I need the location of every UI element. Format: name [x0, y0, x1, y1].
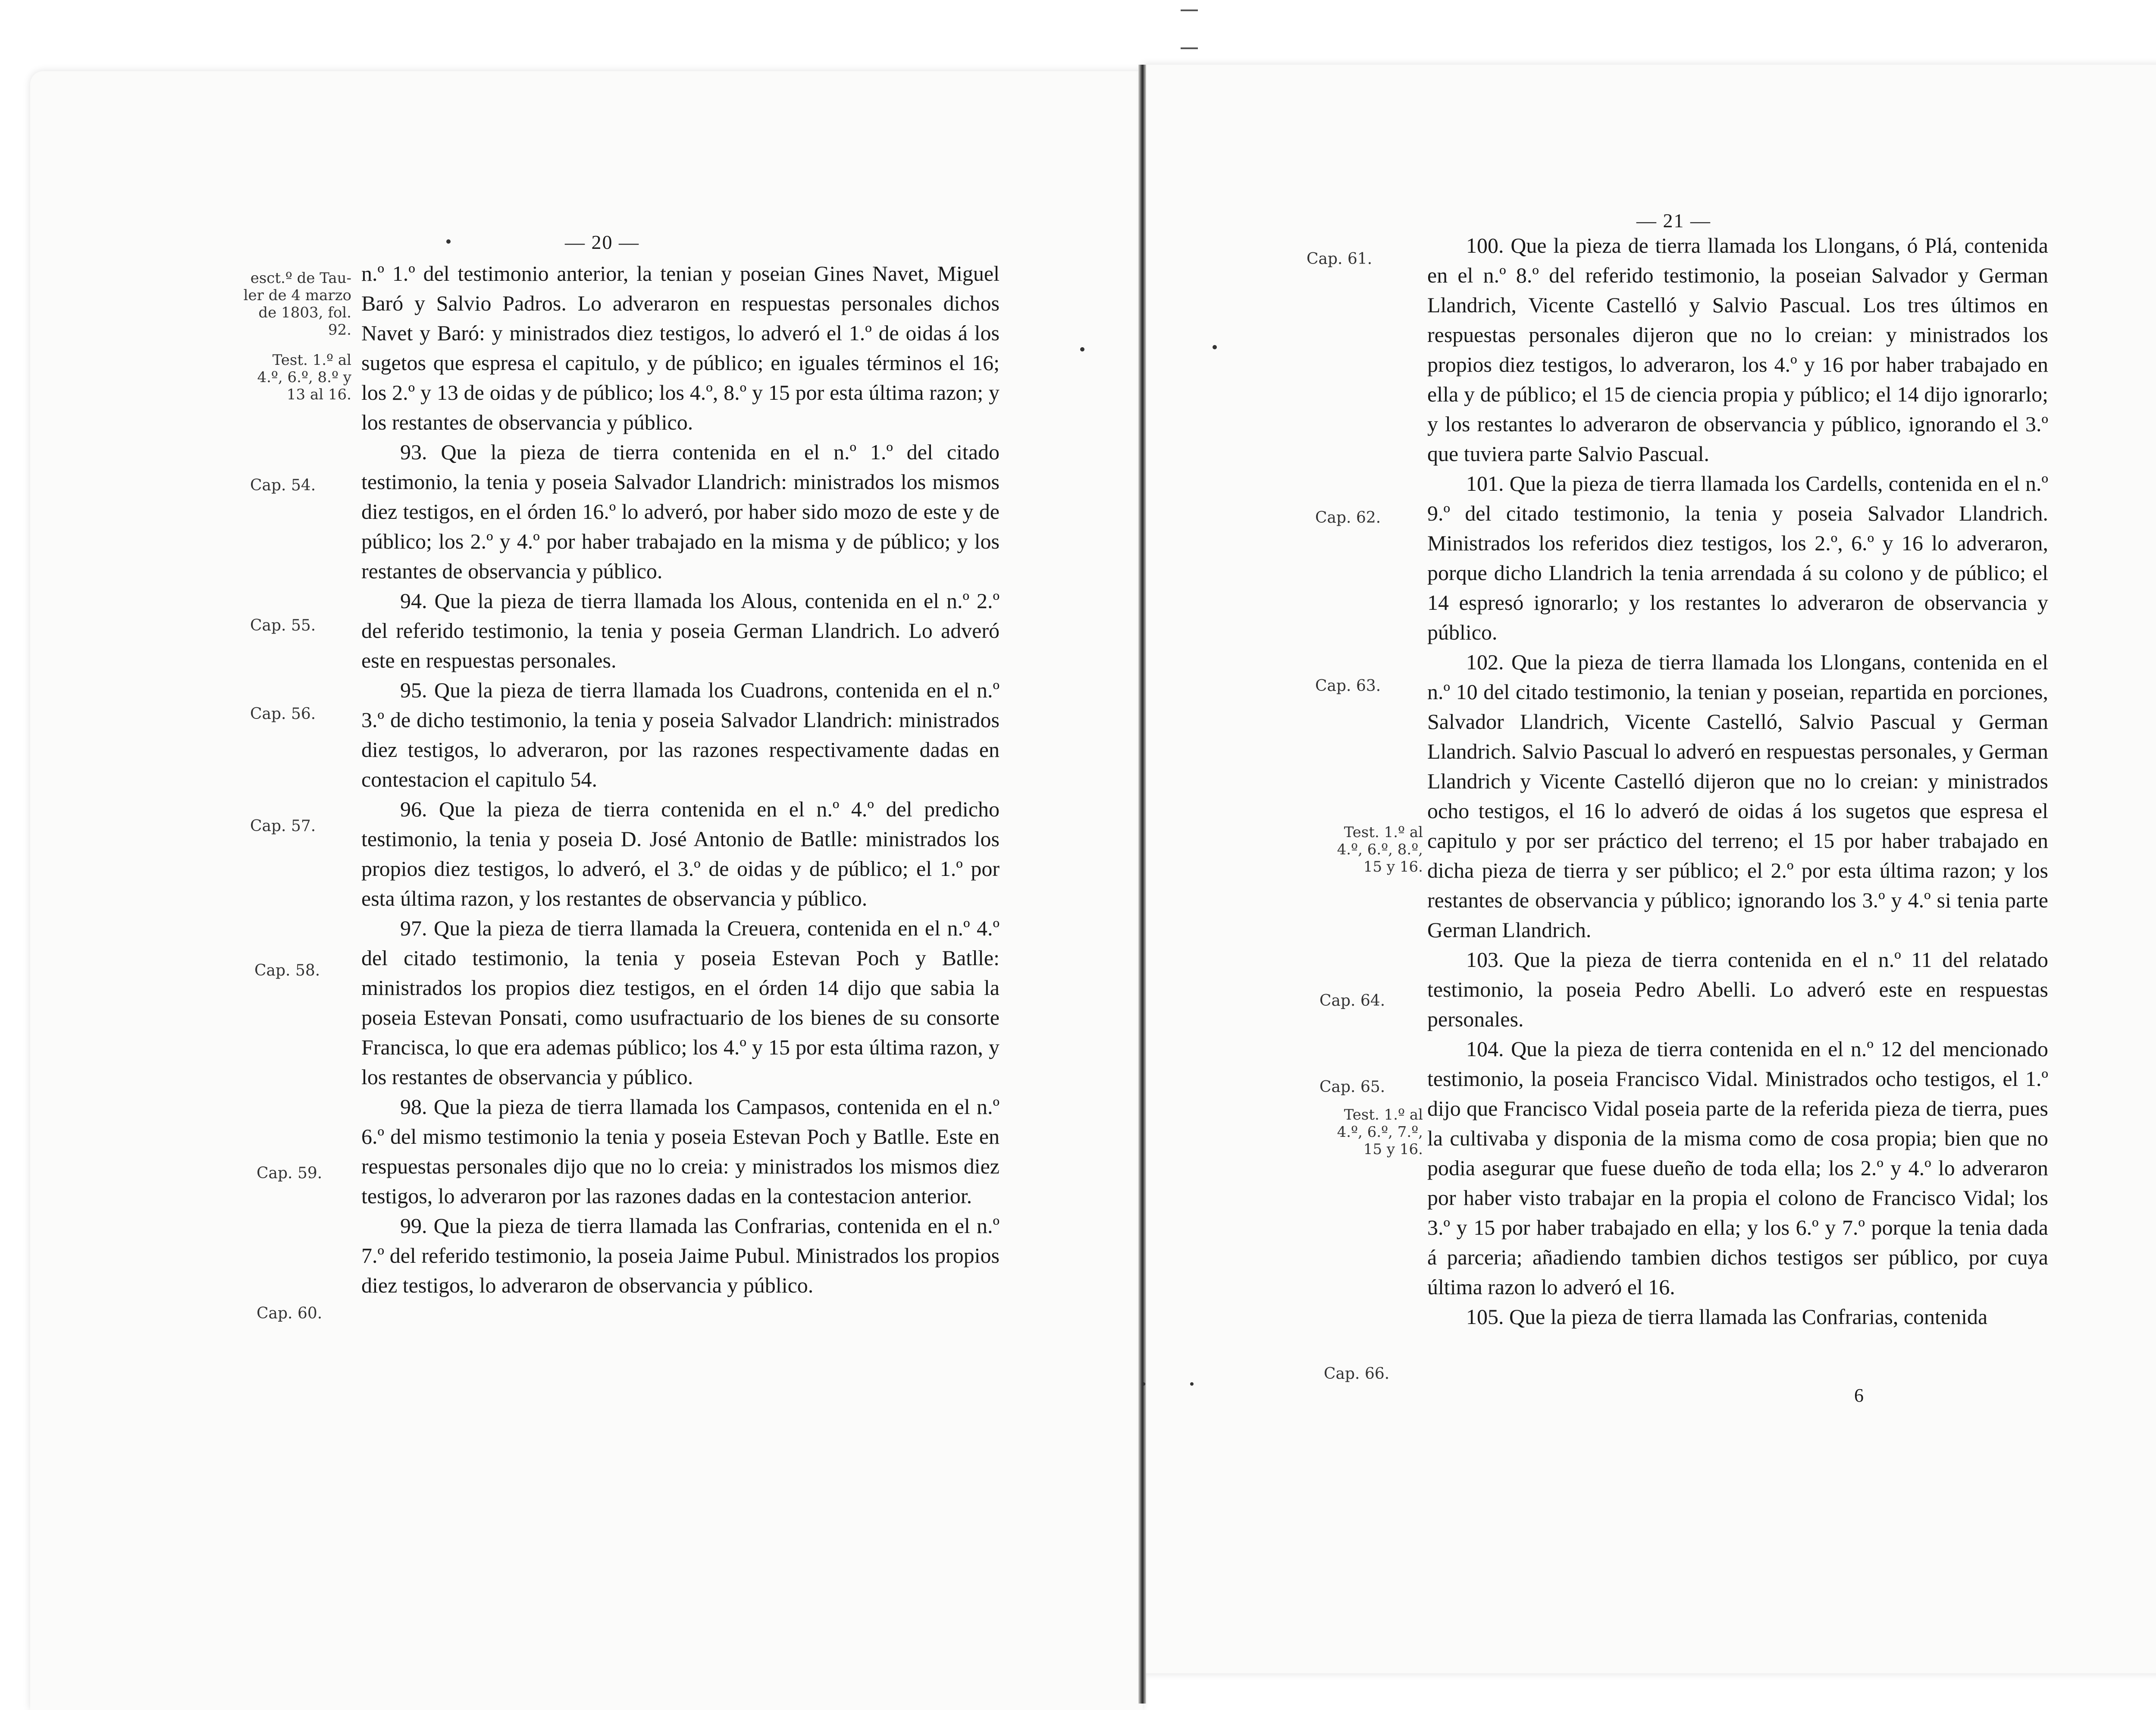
- chapter-label: Cap. 57.: [250, 817, 316, 835]
- chapter-label: Cap. 58.: [254, 962, 320, 979]
- paragraph: 96. Que la pieza de tierra contenida en el n.º 4.º del predicho testimonio, la tenia y poseia D. José Antonio de Batlle: ministrados los propios diez testigos, lo adveró, el 3.º de oidas y de público; el 1.º por esta última razon, y los restantes de observancia y público.: [361, 797, 1000, 910]
- paragraph: 95. Que la pieza de tierra llamada los Cuadrons, contenida en el n.º 3.º de dicho testimonio, la tenia y poseia Salvador Llandrich: ministrados diez testigos, lo adveraron, por las razones respectivamente dadas en contestacion el capitulo 54.: [361, 678, 1000, 791]
- top-mark: [1181, 9, 1198, 11]
- paragraph: 99. Que la pieza de tierra llamada las Confrarias, contenida en el n.º 7.º del referido testimonio, la poseia Jaime Pubul. Ministrados los propios diez testigos, lo adveraron de observancia y público.: [361, 1214, 1000, 1297]
- paragraph: 97. Que la pieza de tierra llamada la Creuera, contenida en el n.º 4.º del citado testimonio, la tenia y poseia Estevan Poch y Batlle: ministrados los propios diez testigos, en el órden 14 dijo que sabia la poseia Estevan Ponsati, como usufractuario de los bienes de su consorte Francisca, lo que era ademas público; los 4.º y 15 por esta última razon, y los restantes de observancia y público.: [361, 916, 1000, 1089]
- top-mark: [1181, 47, 1198, 49]
- paragraph: 105. Que la pieza de tierra llamada las Confrarias, contenida: [1466, 1305, 1988, 1329]
- margin-note: esct.º de Tau- ler de 4 marzo de 1803, fol. 92.: [243, 270, 351, 339]
- margin-note: Test. 1.º al 4.º, 6.º, 7.º, 15 y 16.: [1337, 1106, 1423, 1158]
- chapter-label: Cap. 62.: [1315, 509, 1381, 527]
- signature-mark: 6: [1854, 1385, 1864, 1406]
- paragraph: 98. Que la pieza de tierra llamada los Campasos, contenida en el n.º 6.º del mismo testimonio la tenia y poseia Estevan Poch y Batlle. Este en respuestas personales dijo que no lo creia: y ministrados los mismos diez testigos, lo adveraron por las razones dadas en la contestacion anterior.: [361, 1095, 1000, 1208]
- right-text-column: [1427, 231, 2048, 1332]
- chapter-label: Cap. 55.: [250, 617, 316, 634]
- book-gutter: [1138, 65, 1146, 1704]
- paragraph: 101. Que la pieza de tierra llamada los Cardells, contenida en el n.º 9.º del citado testimonio, la tenia y poseia Salvador Llandrich. Ministrados los referidos diez testigos, los 2.º, 6.º y 16 lo adveraron, porque dicho Llandrich la tenia arrendada á su colono y de público; el 14 espresó ignorarlo; y los restantes lo adveraron de observancia y público.: [1427, 471, 2048, 644]
- left-text-column: [361, 259, 1000, 1300]
- ink-dot: [1190, 1382, 1194, 1386]
- page-number-right: — 21 —: [1636, 210, 1711, 232]
- margin-note: Test. 1.º al 4.º, 6.º, 8.º, 15 y 16.: [1337, 824, 1423, 875]
- ink-dot: [446, 239, 451, 244]
- paragraph: 102. Que la pieza de tierra llamada los Llongans, contenida en el n.º 10 del citado testimonio, la tenian y poseian, repartida en porciones, Salvador Llandrich, Vicente Castelló, Salvio Pascual y German Llandrich. Salvio Pascual lo adveró en respuestas personales, y German Llandrich y Vicente Castelló dijeron que no lo creian: y ministrados ocho testigos, el 16 lo adveró de oidas á los sugetos que espresa el capitulo y por ser práctico del terreno; el 15 por haber trabajado en dicha pieza de tierra y ser público; el 2.º por esta última razon; y los restantes de observancia y público; ignorando los 3.º y 4.º si tenia parte German Llandrich.: [1427, 650, 2048, 942]
- chapter-label: Cap. 63.: [1315, 677, 1381, 695]
- chapter-label: Cap. 66.: [1324, 1365, 1390, 1383]
- paragraph: n.º 1.º del testimonio anterior, la tenian y poseian Gines Navet, Miguel Baró y Salvio Padros. Lo adveraron en respuestas personales dichos Navet y Baró: y ministrados diez testigos, lo adveró el 1.º de oidas á los sugetos que espresa el capitulo, y de público; en iguales términos el 16; los 2.º y 13 de oidas y de público; los 4.º, 8.º y 15 por esta última razon; y los restantes de observancia y público.: [361, 261, 1000, 434]
- chapter-label: Cap. 65.: [1319, 1078, 1385, 1096]
- page-number-left: — 20 —: [565, 231, 639, 253]
- paragraph: 93. Que la pieza de tierra contenida en el n.º 1.º del citado testimonio, la tenia y poseia Salvador Llandrich: ministrados los mismos diez testigos, en el órden 16.º lo adveró, por haber sido mozo de este y de público; los 2.º y 4.º por haber trabajado en la misma y de público; y los restantes de observancia y público.: [361, 440, 1000, 583]
- chapter-label: Cap. 64.: [1319, 992, 1385, 1010]
- chapter-label: Cap. 56.: [250, 705, 316, 723]
- paragraph: 94. Que la pieza de tierra llamada los Alous, contenida en el n.º 2.º del referido testimonio, la tenia y poseia German Llandrich. Lo adveró este en respuestas personales.: [361, 589, 1000, 672]
- chapter-label: Cap. 54.: [250, 477, 316, 494]
- margin-note: Test. 1.º al 4.º, 6.º, 8.º y 13 al 16.: [257, 351, 351, 403]
- chapter-label: Cap. 61.: [1307, 250, 1373, 268]
- ink-dot: [1213, 345, 1217, 349]
- paragraph: 103. Que la pieza de tierra contenida en el n.º 11 del relatado testimonio, la poseia Pedro Abelli. Lo adveró este en respuestas personales.: [1427, 948, 2048, 1031]
- chapter-label: Cap. 60.: [257, 1305, 323, 1322]
- chapter-label: Cap. 59.: [257, 1164, 323, 1182]
- ink-dot: [1142, 1382, 1145, 1386]
- ink-dot: [1080, 347, 1084, 351]
- paragraph: 104. Que la pieza de tierra contenida en el n.º 12 del mencionado testimonio, la poseia Francisco Vidal. Ministrados ocho testigos, el 1.º dijo que Francisco Vidal poseia parte de la referida pieza de tierra, pues la cultivaba y disponia de la misma como de cosa propia; bien que no podia asegurar que fuese dueño de toda ella; los 2.º y 4.º lo adveraron por haber visto trabajar en la propia el colono de Francisco Vidal; los 3.º y 15 por haber trabajado en ella; y los 6.º y 7.º porque la tenia dada á parceria; añadiendo tambien dichos testigos ser público, por cuya última razon lo adveró el 16.: [1427, 1037, 2048, 1299]
- paragraph: 100. Que la pieza de tierra llamada los Llongans, ó Plá, contenida en el n.º 8.º del referido testimonio, la poseian Salvador y German Llandrich, Vicente Castelló y Salvio Pascual. Los tres últimos en respuestas personales dijeron que no lo creian: y ministrados los propios diez testigos, lo adveraron, los 4.º y 16 por haber trabajado en ella y de público; el 15 de ciencia propia y público; el 14 dijo ignorarlo; y los restantes lo adveraron de observancia y público, ignorando el 3.º que tuviera parte Salvio Pascual.: [1427, 233, 2048, 466]
